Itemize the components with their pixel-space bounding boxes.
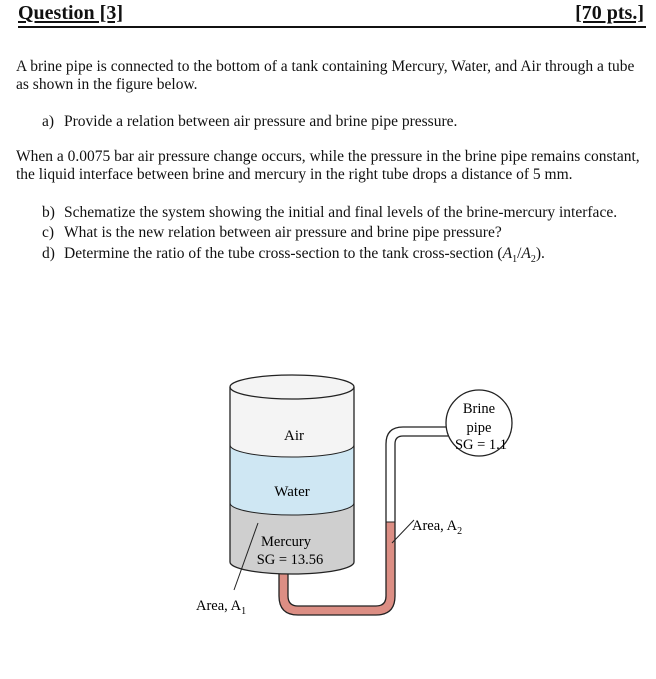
water-label: Water <box>274 484 310 500</box>
part-d-var2: A <box>521 245 531 262</box>
part-d-sub2: 2 <box>530 254 536 266</box>
air-label: Air <box>284 428 304 444</box>
part-d-label: d) <box>42 245 55 262</box>
part-d <box>42 245 545 269</box>
mercury-sg-label: SG = 13.56 <box>256 552 324 568</box>
part-d-var1: A <box>502 245 513 262</box>
part-d-text-prefix: Determine the ratio of the tube cross-section to the tank cross-section ( <box>64 245 503 262</box>
part-b-text: Schematize the system showing the initial and final levels of the brine-mercury interface. <box>64 204 618 221</box>
part-d-slash: / <box>517 245 522 262</box>
part-a-label: a) <box>42 113 55 130</box>
tank-top-ellipse <box>230 375 354 399</box>
area-a1-sub: 1 <box>241 606 247 617</box>
tank-manometer-figure <box>180 360 540 640</box>
brine-label-line2: pipe <box>466 420 492 436</box>
figure-svg <box>180 360 540 640</box>
part-a-text: Provide a relation between air pressure and brine pipe pressure. <box>64 113 458 130</box>
part-c-label: c) <box>42 224 55 241</box>
area-a2-label <box>412 518 462 537</box>
part-d-sub1: 1 <box>512 254 518 266</box>
part-b-label: b) <box>42 204 55 221</box>
part-a <box>42 113 457 131</box>
part-b <box>42 204 617 222</box>
part-c <box>42 224 502 242</box>
brine-label-line1: Brine <box>462 401 496 417</box>
area-a2-sub: 2 <box>457 526 463 537</box>
brine-sg-label: SG = 1.1 <box>454 437 508 453</box>
area-a1-label <box>196 598 246 617</box>
part-c-text: What is the new relation between air pressure and brine pipe pressure? <box>64 224 502 241</box>
intro-paragraph: A brine pipe is connected to the bottom of a tank containing Mercury, Water, and Air through a tube as shown in the figure below. <box>16 58 635 93</box>
part-d-text-suffix: ). <box>535 245 545 262</box>
question-points: [70 pts.] <box>575 2 644 24</box>
mercury-label: Mercury <box>261 534 311 550</box>
area-a2-text: Area, A <box>412 518 458 534</box>
scenario-paragraph: When a 0.0075 bar air pressure change occurs, while the pressure in the brine pipe remains constant, the liquid interface between brine and mercury in the right tube drops a distance of 5 mm. <box>16 148 640 183</box>
question-title: Question [3] <box>18 2 123 24</box>
area-a1-text: Area, A <box>196 598 242 614</box>
question-header <box>18 2 646 28</box>
